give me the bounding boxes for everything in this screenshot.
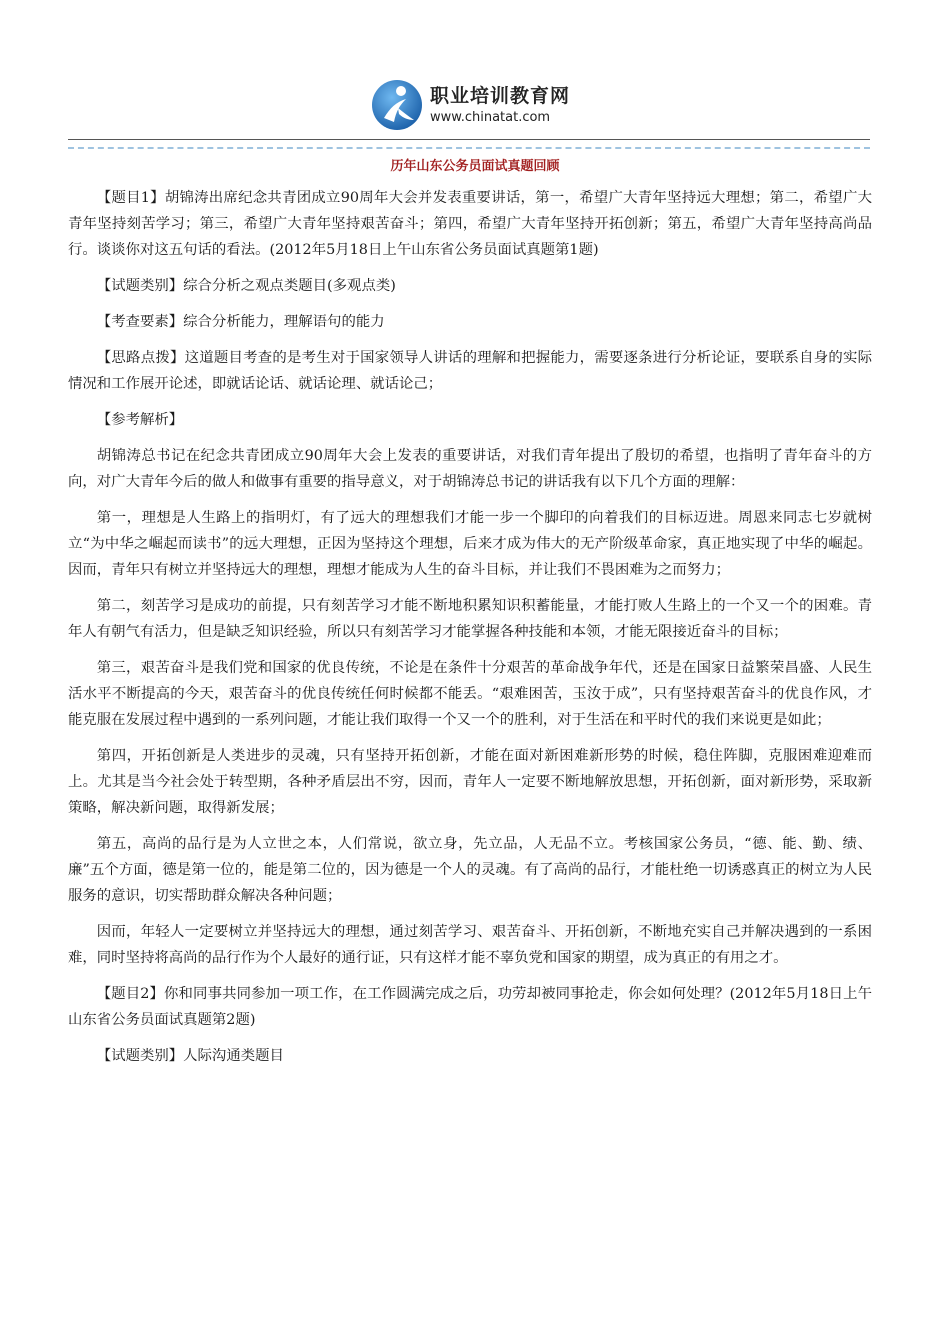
paragraph: 因而，年轻人一定要树立并坚持远大的理想，通过刻苦学习、艰苦奋斗、开拓创新，不断地充实自己并解决遇到的一系困难，同时坚持将高尚的品行作为个人最好的通行证，只有这样才能不辜负党和国家的期望，成为真正的有用之才。 — [68, 924, 872, 966]
document-title: 历年山东公务员面试真题回顾 — [390, 159, 560, 174]
paragraph: 第二，刻苦学习是成功的前提，只有刻苦学习才能不断地积累知识积蓄能量，才能打败人生路上的一个又一个的困难。青年人有朝气有活力，但是缺乏知识经验，所以只有刻苦学习才能掌握各种技能和本领，才能无限接近奋斗的目标； — [68, 598, 872, 640]
paragraph: 【参考解析】 — [96, 412, 184, 428]
paragraph: 胡锦涛总书记在纪念共青团成立90周年大会上发表的重要讲话，对我们青年提出了殷切的希望，也指明了青年奋斗的方向，对广大青年今后的做人和做事有重要的指导意义，对于胡锦涛总书记的讲话我有以下几个方面的理解： — [68, 448, 872, 490]
header-dashed-divider — [68, 147, 870, 149]
paragraph: 第三，艰苦奋斗是我们党和国家的优良传统，不论是在条件十分艰苦的革命战争年代，还是在国家日益繁荣昌盛、人民生活水平不断提高的今天，艰苦奋斗的优良传统任何时候都不能丢。“艰难困苦，玉汝于成”，只有坚持艰苦奋斗的优良作风，才能克服在发展过程中遇到的一系列问题，才能让我们取得一个又一个的胜利，对于生活在和平时代的我们来说更是如此； — [68, 660, 872, 728]
paragraph: 【试题类别】人际沟通类题目 — [96, 1048, 284, 1064]
paragraph: 第四，开拓创新是人类进步的灵魂，只有坚持开拓创新，才能在面对新困难新形势的时候，稳住阵脚，克服困难迎难而上。尤其是当今社会处于转型期，各种矛盾层出不穷，因而，青年人一定要不断地解放思想，开拓创新，面对新形势，采取新策略，解决新问题，取得新发展； — [68, 748, 872, 816]
article-body — [68, 185, 872, 1079]
person-logo-icon — [370, 78, 424, 132]
paragraph: 第五，高尚的品行是为人立世之本，人们常说，欲立身，先立品，人无品不立。考核国家公务员，“德、能、勤、绩、廉”五个方面，德是第一位的，能是第二位的，因为德是一个人的灵魂。有了高尚的品行，才能杜绝一切诱惑真正的树立为人民服务的意识，切实帮助群众解决各种问题； — [68, 836, 872, 904]
paragraph: 【思路点拨】这道题目考查的是考生对于国家领导人讲话的理解和把握能力，需要逐条进行分析论证，要联系自身的实际情况和工作展开论述，即就话论话、就话论理、就话论己； — [68, 350, 872, 392]
page-header — [0, 78, 950, 136]
paragraph: 第一，理想是人生路上的指明灯，有了远大的理想我们才能一步一个脚印的向着我们的目标迈进。周恩来同志七岁就树立“为中华之崛起而读书”的远大理想，正因为坚持这个理想，后来才成为伟大的无产阶级革命家，真正地实现了中华的崛起。因而，青年只有树立并坚持远大的理想，理想才能成为人生的奋斗目标，并让我们不畏困难为之而努力； — [68, 510, 872, 578]
header-divider — [68, 139, 870, 140]
site-logo[interactable] — [370, 78, 570, 132]
paragraph: 【题目2】你和同事共同参加一项工作，在工作圆满完成之后，功劳却被同事抢走，你会如何处理？(2012年5月18日上午山东省公务员面试真题第2题) — [68, 986, 872, 1028]
logo-url[interactable]: www.chinatat.com — [430, 109, 551, 125]
paragraph: 【试题类别】综合分析之观点类题目(多观点类) — [96, 278, 396, 294]
logo-chinese-name: 职业培训教育网 — [430, 84, 571, 107]
paragraph: 【题目1】胡锦涛出席纪念共青团成立90周年大会并发表重要讲话，第一，希望广大青年坚持远大理想；第二，希望广大青年坚持刻苦学习；第三，希望广大青年坚持艰苦奋斗；第四，希望广大青年坚持开拓创新；第五，希望广大青年坚持高尚品行。谈谈你对这五句话的看法。(2012年5月18日上午山东省公务员面试真题第1题) — [68, 190, 872, 258]
paragraph: 【考查要素】综合分析能力，理解语句的能力 — [96, 314, 385, 330]
